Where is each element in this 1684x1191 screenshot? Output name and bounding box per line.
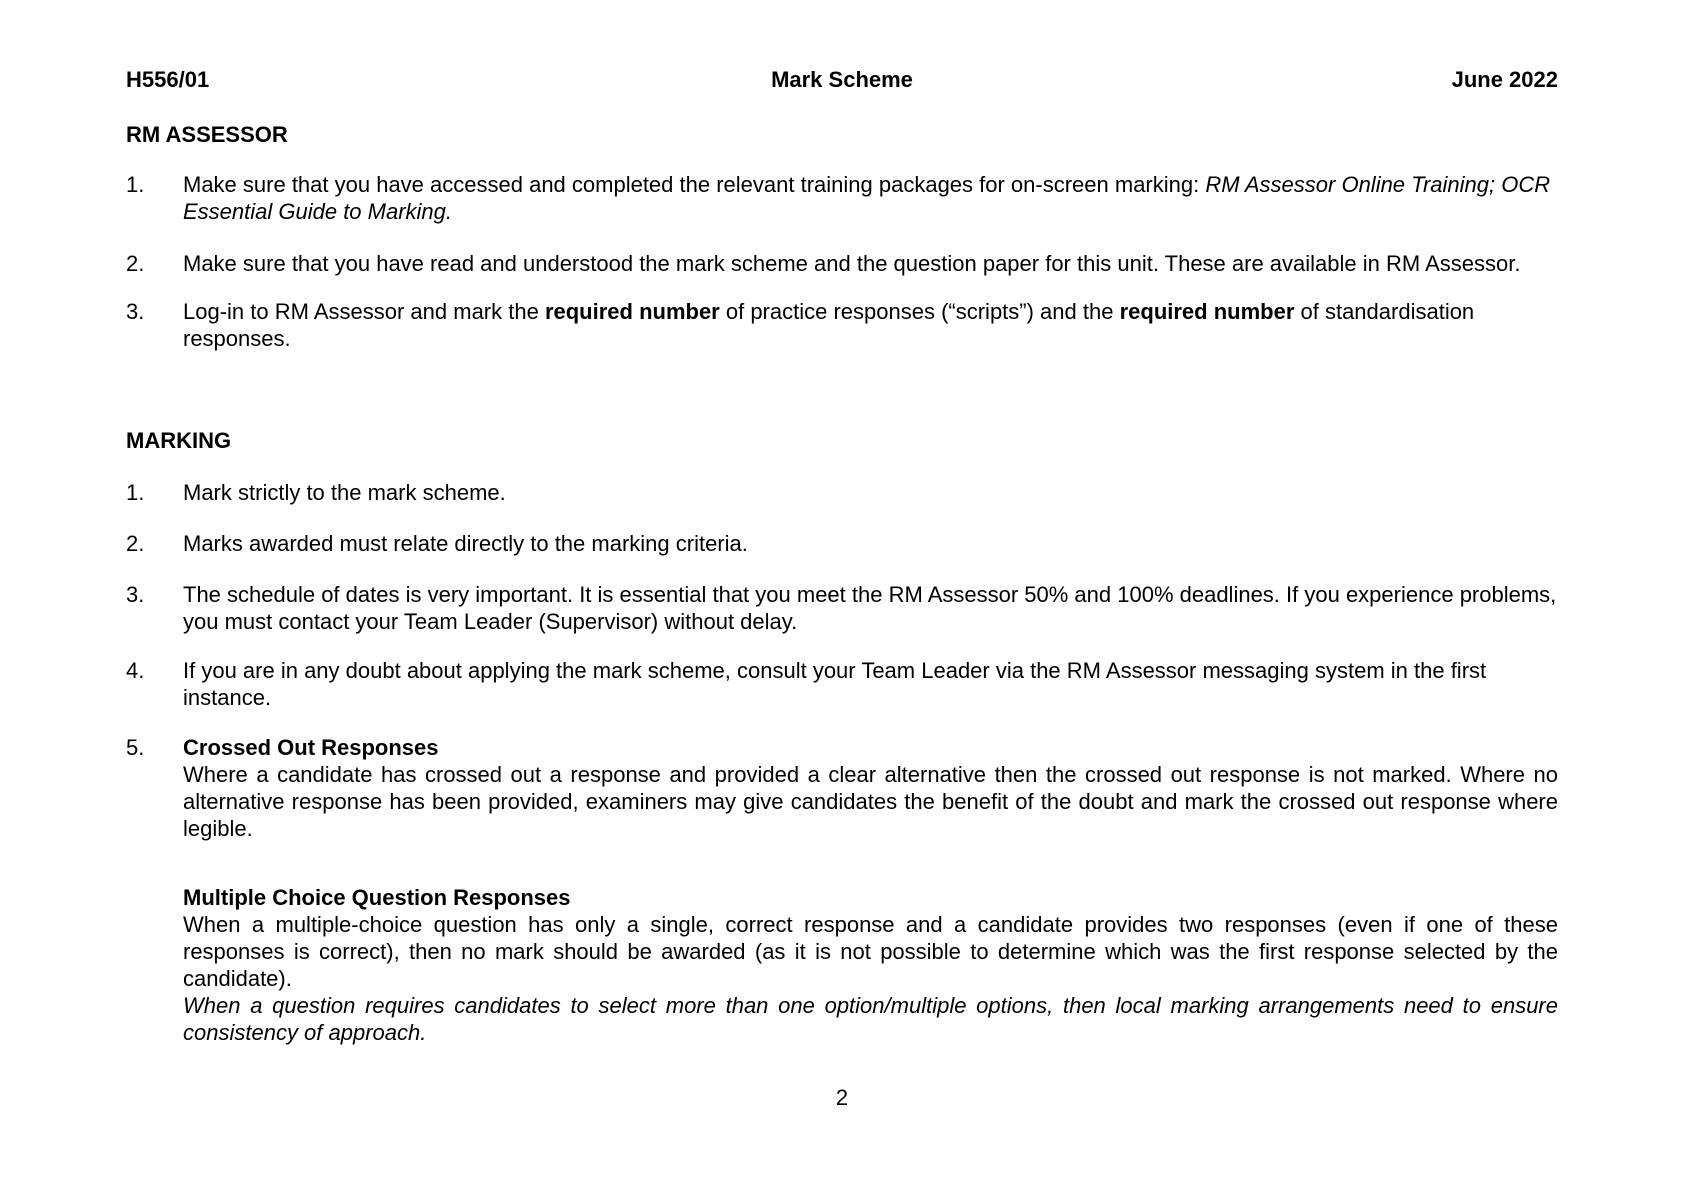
crossed-out-responses-paragraph: Where a candidate has crossed out a response and provided a clear alternative then the crossed out response is not marked. Where no alternative response has been provided, examiners may give candidates the benefit of the doubt and mark the crossed out response where legible. [183,762,1558,841]
list-item-rm-3 [126,298,1558,352]
list-item-marking-4 [126,657,1558,711]
multiple-choice-block [183,884,1558,1046]
list-item-number: 3. [126,582,145,607]
list-item-rm-2 [126,250,1558,277]
header-doc-code: H556/01 [126,67,210,92]
list-item-text: The schedule of dates is very important. It is essential that you meet the RM Assessor 50% and 100% deadlines. If you experience problems, you must contact your Team Leader (Supervisor) without delay. [183,582,1557,634]
header-date: June 2022 [1451,67,1558,92]
bold-text-run: required number [544,299,720,324]
text-run: Make sure that you have accessed and completed the relevant training packages for on-screen marking: [183,172,1206,197]
list-item-rm-1 [126,171,1558,225]
section-title-marking: MARKING [126,428,232,453]
section-title-rm-assessor: RM ASSESSOR [126,122,288,147]
list-item-text [183,298,1558,352]
list-item-marking-5 [126,734,1558,842]
multiple-choice-heading: Multiple Choice Question Responses [183,885,571,910]
list-item-number: 2. [126,531,145,556]
list-item-text: If you are in any doubt about applying the mark scheme, consult your Team Leader via the RM Assessor messaging system in the first instance. [183,658,1487,710]
text-run: Log-in to RM Assessor and mark the [183,299,545,324]
italic-text-run: OCR Essential Guide to Marking. [183,172,1551,224]
list-item-text: Mark strictly to the mark scheme. [183,480,506,505]
list-item-marking-2 [126,530,1558,557]
document-header [126,66,1558,93]
text-run: of standardisation responses. [183,299,1475,351]
list-item-marking-1 [126,479,1558,506]
list-item-number: 3. [126,299,145,324]
list-item-text: Make sure that you have read and understood the mark scheme and the question paper for this unit. These are available in RM Assessor. [183,251,1521,276]
list-item-number: 1. [126,172,145,197]
italic-text-run: RM Assessor Online Training [1205,172,1490,197]
list-item-number: 5. [126,735,145,760]
text-run: of practice responses (“scripts”) and the [719,299,1120,324]
list-item-number: 4. [126,658,145,683]
crossed-out-responses-heading: Crossed Out Responses [183,735,439,760]
header-title: Mark Scheme [771,67,913,92]
list-item-text [183,734,1558,842]
list-item-text [183,171,1558,225]
italic-text-run: ; [1489,172,1502,197]
list-item-text: Marks awarded must relate directly to the marking criteria. [183,531,748,556]
page-number: 2 [835,1085,849,1110]
multiple-choice-italic-paragraph: When a question requires candidates to select more than one option/multiple options, then local marking arrangements need to ensure consistency of approach. [183,993,1558,1045]
multiple-choice-paragraph: When a multiple-choice question has only a single, correct response and a candidate provides two responses (even if one of these responses is correct), then no mark should be awarded (as it is not possible to determine which was the first response selected by the candidate). [183,912,1558,991]
bold-text-run: required number [1119,299,1295,324]
list-item-number: 2. [126,251,145,276]
list-item-number: 1. [126,480,145,505]
list-item-marking-3 [126,581,1558,635]
